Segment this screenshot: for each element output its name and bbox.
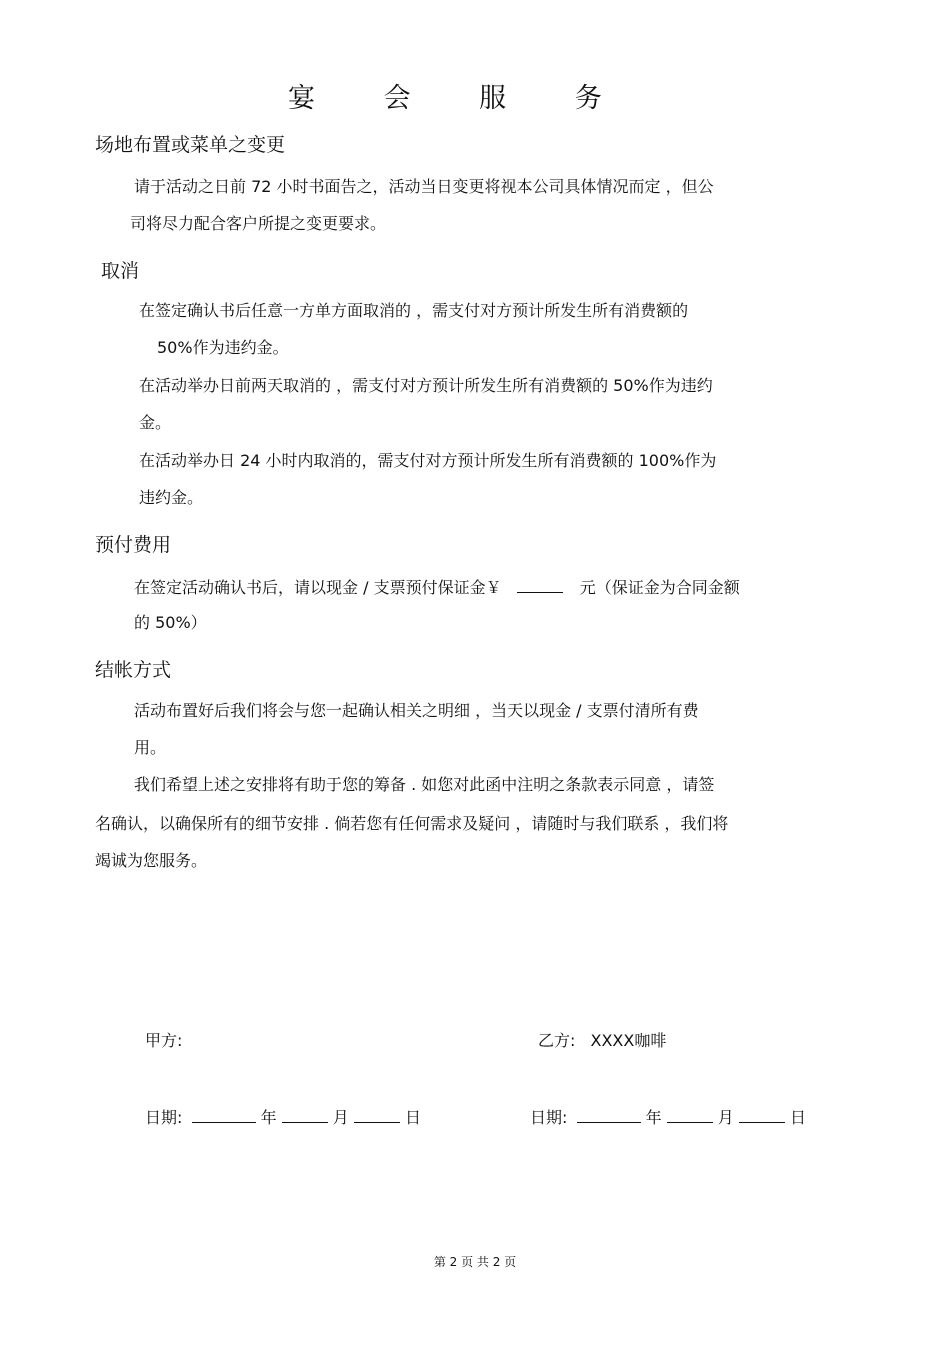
year-blank — [192, 1106, 256, 1123]
year-label: 年 — [645, 1108, 662, 1127]
paragraph-line — [134, 576, 740, 598]
day-label: 日 — [790, 1108, 807, 1127]
paragraph-line: 我们希望上述之安排将有助于您的筹备 . 如您对此函中注明之条款表示同意 ，请签 — [134, 775, 715, 794]
document-title: 宴 会 服 务 — [288, 83, 632, 114]
deposit-amount-blank — [517, 576, 563, 593]
party-a-date — [145, 1106, 421, 1128]
section-heading-cancellation: 取消 — [101, 260, 140, 282]
party-b-date — [530, 1106, 806, 1128]
day-blank — [354, 1106, 400, 1123]
party-b — [538, 1031, 666, 1051]
paragraph-line: 司将尽力配合客户所提之变更要求。 — [130, 214, 387, 233]
month-blank — [282, 1106, 328, 1123]
day-label: 日 — [405, 1108, 422, 1127]
section-heading-changes: 场地布置或菜单之变更 — [95, 134, 286, 156]
day-blank — [739, 1106, 785, 1123]
date-label: 日期: — [530, 1108, 568, 1127]
paragraph-line: 用。 — [134, 738, 167, 757]
paragraph-line: 违约金。 — [139, 488, 204, 507]
party-b-name: XXXX咖啡 — [590, 1031, 667, 1050]
section-heading-settlement: 结帐方式 — [95, 659, 172, 681]
party-b-label: 乙方: — [538, 1031, 576, 1050]
paragraph-line: 在活动举办日 24 小时内取消的，需支付对方预计所发生所有消费额的 100%作为 — [139, 451, 717, 470]
prepayment-text-suffix: 元（保证金为合同金额 — [579, 578, 740, 597]
year-blank — [577, 1106, 641, 1123]
paragraph-line: 的 50%） — [134, 613, 207, 632]
party-a-label: 甲方: — [145, 1031, 183, 1050]
month-label: 月 — [717, 1108, 734, 1127]
paragraph-line: 金。 — [139, 413, 172, 432]
month-label: 月 — [332, 1108, 349, 1127]
paragraph-line: 在活动举办日前两天取消的 ，需支付对方预计所发生所有消费额的 50%作为违约 — [139, 376, 713, 395]
paragraph-line: 请于活动之日前 72 小时书面告之，活动当日变更将视本公司具体情况而定 ，但公 — [134, 177, 714, 196]
month-blank — [667, 1106, 713, 1123]
year-label: 年 — [260, 1108, 277, 1127]
date-label: 日期: — [145, 1108, 183, 1127]
page-number-footer: 第 2 页 共 2 页 — [433, 1255, 517, 1269]
paragraph-line: 名确认，以确保所有的细节安排 . 倘若您有任何需求及疑问 ，请随时与我们联系 ，我们将 — [95, 814, 729, 833]
paragraph-line: 活动布置好后我们将会与您一起确认相关之明细 ，当天以现金 / 支票付清所有费 — [134, 701, 699, 720]
paragraph-line: 50%作为违约金。 — [157, 338, 289, 357]
section-heading-prepayment: 预付费用 — [95, 534, 172, 556]
paragraph-line: 在签定确认书后任意一方单方面取消的 ，需支付对方预计所发生所有消费额的 — [139, 301, 689, 320]
paragraph-line: 竭诚为您服务。 — [95, 851, 208, 870]
prepayment-text: 在签定活动确认书后，请以现金 / 支票预付保证金￥ — [134, 578, 502, 597]
